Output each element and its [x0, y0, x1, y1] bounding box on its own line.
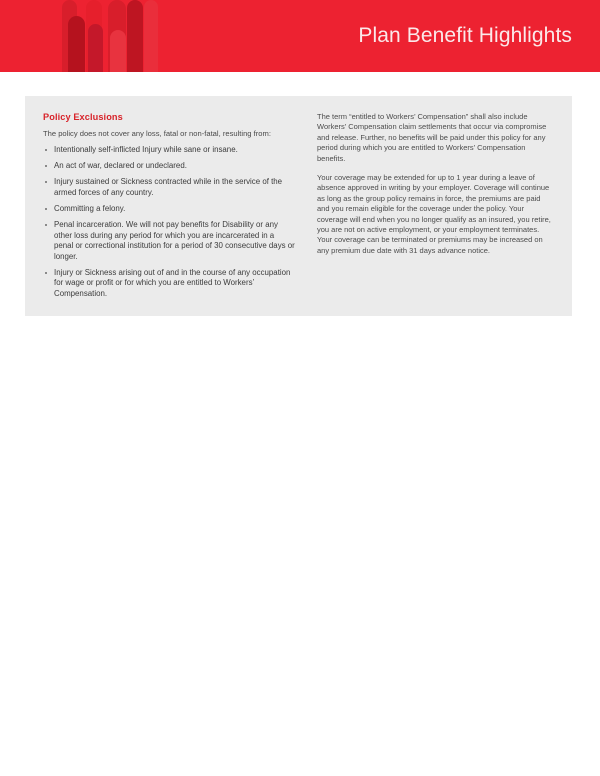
page-title: Plan Benefit Highlights — [358, 24, 572, 47]
logo-bar-6 — [110, 30, 126, 72]
section-heading-policy-exclusions: Policy Exclusions — [43, 112, 123, 122]
list-item: Injury or Sickness arising out of and in the course of any occupation for wage or profit or for which you are entitled to Workers’ Compensation. — [43, 268, 295, 300]
content-panel — [25, 96, 572, 316]
logo-bar-7 — [127, 0, 143, 72]
list-item: Intentionally self-inflicted Injury while sane or insane. — [43, 145, 295, 156]
paragraph: The term “entitled to Workers’ Compensation” shall also include Workers’ Compensation claim settlements that occur via compromise and release. Further, no benefits will be paid under this policy for any period during which you are entitled to Workers’ Compensation benefits. — [317, 112, 547, 163]
policy-exclusions-intro: The policy does not cover any loss, fatal or non-fatal, resulting from: — [43, 129, 271, 138]
page-header — [0, 0, 600, 72]
list-item: Penal incarceration. We will not pay benefits for Disability or any other loss during any period for which you are incarcerated in a penal or correctional institution for a period of 30 consecutive days or longer. — [43, 220, 295, 262]
list-item: An act of war, declared or undeclared. — [43, 161, 295, 172]
content-panel-columns — [25, 96, 572, 316]
workers-compensation-column — [317, 112, 552, 300]
policy-exclusions-list — [43, 145, 295, 300]
paragraph: Your coverage may be extended for up to 1 year during a leave of absence approved in writing by your employer. Coverage will continue as long as the group policy remains in force, the premiums are paid and you remain eligible for the coverage under the policy. Your coverage will end when you no longer qualify as an insured, you retire, you are not on active employment, or your employment terminates. Your coverage can be terminated or premiums may be increased on any premium due date with 31 days advance notice. — [317, 173, 551, 255]
policy-exclusions-column — [43, 112, 295, 300]
logo-bar-4 — [88, 24, 103, 72]
logo-bar-2 — [68, 16, 85, 72]
list-item: Injury sustained or Sickness contracted while in the service of the armed forces of any country. — [43, 177, 295, 198]
bar-logo — [62, 0, 158, 72]
list-item: Committing a felony. — [43, 204, 295, 215]
logo-bar-8 — [144, 0, 158, 72]
